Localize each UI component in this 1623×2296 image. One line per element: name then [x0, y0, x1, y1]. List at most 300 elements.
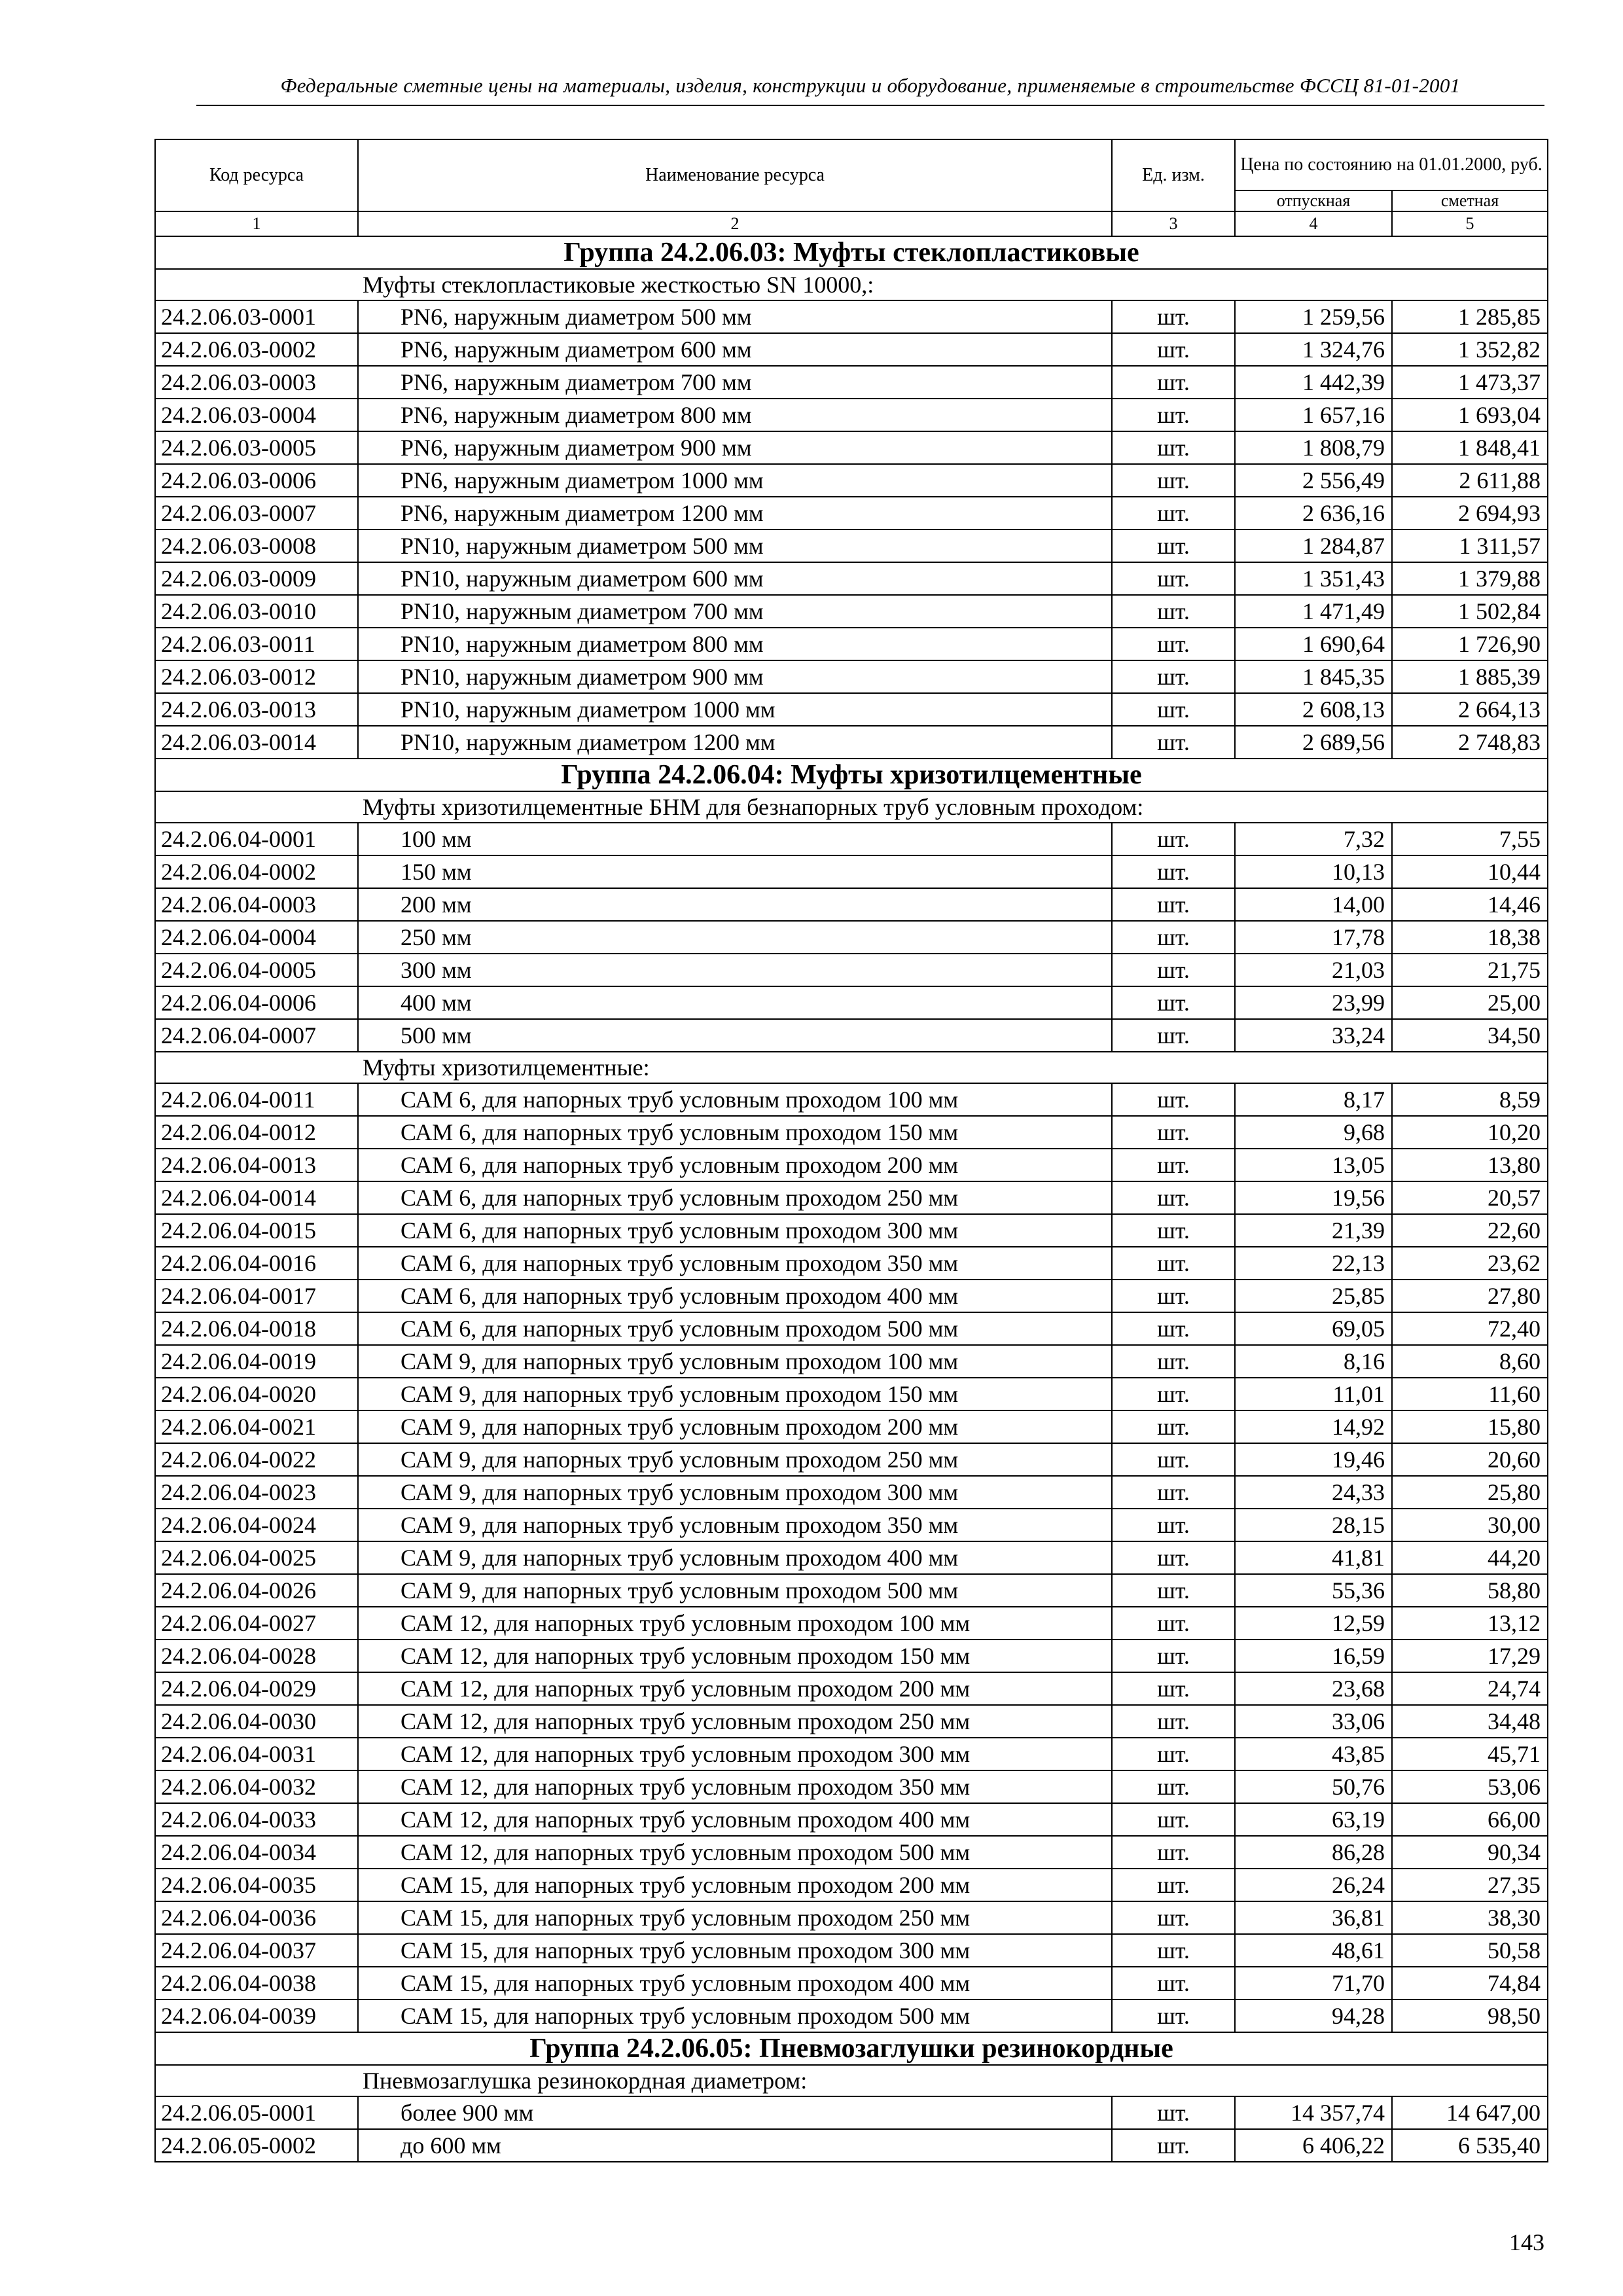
price-release: 2 636,16: [1235, 497, 1392, 529]
price-estimate: 1 693,04: [1392, 399, 1548, 431]
table-row: [155, 464, 1548, 497]
group-row: [155, 2032, 1548, 2065]
resource-name: PN6, наружным диаметром 500 мм: [358, 300, 1112, 333]
price-release: 71,70: [1235, 1967, 1392, 2000]
price-estimate: 20,60: [1392, 1443, 1548, 1476]
table-row: [155, 1312, 1548, 1345]
resource-code: 24.2.06.04-0006: [155, 986, 358, 1019]
resource-code: 24.2.06.04-0017: [155, 1280, 358, 1312]
resource-name: PN10, наружным диаметром 1000 мм: [358, 693, 1112, 726]
unit-of-measure: шт.: [1112, 1116, 1235, 1149]
price-release: 55,36: [1235, 1574, 1392, 1607]
price-release: 16,59: [1235, 1640, 1392, 1672]
price-estimate: 27,35: [1392, 1869, 1548, 1901]
resource-code: 24.2.06.04-0032: [155, 1770, 358, 1803]
resource-name: САМ 6, для напорных труб условным проходом 350 мм: [358, 1247, 1112, 1280]
price-release: 1 471,49: [1235, 595, 1392, 628]
resource-code: 24.2.06.05-0002: [155, 2129, 358, 2162]
header-name: Наименование ресурса: [358, 139, 1112, 211]
subgroup-cell: [155, 2065, 1548, 2096]
header-col-number: 4: [1235, 211, 1392, 236]
header-price: Цена по состоянию на 01.01.2000, руб.: [1235, 139, 1548, 190]
price-estimate: 1 502,84: [1392, 595, 1548, 628]
resource-code: 24.2.06.04-0024: [155, 1509, 358, 1541]
resource-code: 24.2.06.04-0033: [155, 1803, 358, 1836]
resource-code: 24.2.06.03-0004: [155, 399, 358, 431]
resource-code: 24.2.06.04-0012: [155, 1116, 358, 1149]
page-number: 143: [1509, 2229, 1544, 2255]
price-estimate: 10,20: [1392, 1116, 1548, 1149]
table-row: [155, 628, 1548, 660]
table-row: [155, 1607, 1548, 1640]
resource-name: 500 мм: [358, 1019, 1112, 1052]
price-release: 1 808,79: [1235, 431, 1392, 464]
unit-of-measure: шт.: [1112, 726, 1235, 759]
resource-name: САМ 6, для напорных труб условным проходом 200 мм: [358, 1149, 1112, 1181]
table-row: [155, 562, 1548, 595]
resource-code: 24.2.06.03-0011: [155, 628, 358, 660]
resource-name: САМ 15, для напорных труб условным проходом 500 мм: [358, 2000, 1112, 2032]
resource-code: 24.2.06.04-0002: [155, 855, 358, 888]
price-release: 8,17: [1235, 1083, 1392, 1116]
unit-of-measure: шт.: [1112, 431, 1235, 464]
unit-of-measure: шт.: [1112, 562, 1235, 595]
resource-name: САМ 12, для напорных труб условным проходом 150 мм: [358, 1640, 1112, 1672]
resource-code: 24.2.06.03-0012: [155, 660, 358, 693]
resource-code: 24.2.06.04-0021: [155, 1410, 358, 1443]
resource-name: 400 мм: [358, 986, 1112, 1019]
resource-code: 24.2.06.04-0028: [155, 1640, 358, 1672]
resource-name: САМ 12, для напорных труб условным проходом 350 мм: [358, 1770, 1112, 1803]
table-row: [155, 1214, 1548, 1247]
resource-code: 24.2.06.04-0015: [155, 1214, 358, 1247]
resource-code: 24.2.06.05-0001: [155, 2096, 358, 2129]
header-col-number: 3: [1112, 211, 1235, 236]
price-release: 2 556,49: [1235, 464, 1392, 497]
resource-code: 24.2.06.04-0022: [155, 1443, 358, 1476]
unit-of-measure: шт.: [1112, 1607, 1235, 1640]
resource-name: САМ 6, для напорных труб условным проходом 250 мм: [358, 1181, 1112, 1214]
header-unit: Ед. изм.: [1112, 139, 1235, 211]
table-row: [155, 1345, 1548, 1378]
unit-of-measure: шт.: [1112, 464, 1235, 497]
table-row: [155, 1967, 1548, 2000]
table-row: [155, 431, 1548, 464]
price-estimate: 1 352,82: [1392, 333, 1548, 366]
price-estimate: 1 285,85: [1392, 300, 1548, 333]
resource-code: 24.2.06.03-0013: [155, 693, 358, 726]
resource-code: 24.2.06.04-0003: [155, 888, 358, 921]
subgroup-row: [155, 1052, 1548, 1083]
table-row: [155, 1574, 1548, 1607]
subgroup-row: [155, 2065, 1548, 2096]
header-code: Код ресурса: [155, 139, 358, 211]
unit-of-measure: шт.: [1112, 1247, 1235, 1280]
resource-name: PN6, наружным диаметром 900 мм: [358, 431, 1112, 464]
unit-of-measure: шт.: [1112, 497, 1235, 529]
unit-of-measure: шт.: [1112, 1869, 1235, 1901]
resource-code: 24.2.06.04-0037: [155, 1934, 358, 1967]
unit-of-measure: шт.: [1112, 1083, 1235, 1116]
resource-name: САМ 12, для напорных труб условным проходом 100 мм: [358, 1607, 1112, 1640]
price-release: 24,33: [1235, 1476, 1392, 1509]
unit-of-measure: шт.: [1112, 1214, 1235, 1247]
table-row: [155, 399, 1548, 431]
unit-of-measure: шт.: [1112, 300, 1235, 333]
unit-of-measure: шт.: [1112, 1738, 1235, 1770]
table-row: [155, 1901, 1548, 1934]
unit-of-measure: шт.: [1112, 1541, 1235, 1574]
header-col-number: 1: [155, 211, 358, 236]
price-release: 6 406,22: [1235, 2129, 1392, 2162]
resource-name: САМ 9, для напорных труб условным проходом 300 мм: [358, 1476, 1112, 1509]
resource-name: САМ 15, для напорных труб условным проходом 400 мм: [358, 1967, 1112, 2000]
unit-of-measure: шт.: [1112, 986, 1235, 1019]
unit-of-measure: шт.: [1112, 1378, 1235, 1410]
price-release: 21,39: [1235, 1214, 1392, 1247]
table-row: [155, 2096, 1548, 2129]
price-release: 69,05: [1235, 1312, 1392, 1345]
table-row: [155, 823, 1548, 855]
unit-of-measure: шт.: [1112, 888, 1235, 921]
unit-of-measure: шт.: [1112, 1574, 1235, 1607]
price-estimate: 10,44: [1392, 855, 1548, 888]
table-row: [155, 1640, 1548, 1672]
resource-code: 24.2.06.04-0036: [155, 1901, 358, 1934]
unit-of-measure: шт.: [1112, 2096, 1235, 2129]
resource-code: 24.2.06.03-0008: [155, 529, 358, 562]
table-row: [155, 986, 1548, 1019]
table-header: [155, 139, 1548, 236]
price-estimate: 24,74: [1392, 1672, 1548, 1705]
price-release: 1 284,87: [1235, 529, 1392, 562]
price-release: 43,85: [1235, 1738, 1392, 1770]
price-release: 7,32: [1235, 823, 1392, 855]
unit-of-measure: шт.: [1112, 2129, 1235, 2162]
running-header: Федеральные сметные цены на материалы, изделия, конструкции и оборудование, применяемые в строительстве ФССЦ 81-01-2001: [280, 74, 1461, 97]
resource-code: 24.2.06.04-0014: [155, 1181, 358, 1214]
unit-of-measure: шт.: [1112, 628, 1235, 660]
price-estimate: 66,00: [1392, 1803, 1548, 1836]
unit-of-measure: шт.: [1112, 1967, 1235, 2000]
unit-of-measure: шт.: [1112, 954, 1235, 986]
unit-of-measure: шт.: [1112, 1443, 1235, 1476]
group-title: Группа 24.2.06.04: Муфты хризотилцементные: [155, 759, 1548, 791]
resource-name: САМ 6, для напорных труб условным проходом 100 мм: [358, 1083, 1112, 1116]
resource-code: 24.2.06.04-0039: [155, 2000, 358, 2032]
resource-code: 24.2.06.04-0016: [155, 1247, 358, 1280]
unit-of-measure: шт.: [1112, 366, 1235, 399]
resource-name: САМ 15, для напорных труб условным проходом 250 мм: [358, 1901, 1112, 1934]
table-row: [155, 1934, 1548, 1967]
table-row: [155, 726, 1548, 759]
price-estimate: 1 885,39: [1392, 660, 1548, 693]
resource-code: 24.2.06.04-0031: [155, 1738, 358, 1770]
resource-name: 200 мм: [358, 888, 1112, 921]
table-row: [155, 1476, 1548, 1509]
unit-of-measure: шт.: [1112, 660, 1235, 693]
resource-name: САМ 12, для напорных труб условным проходом 200 мм: [358, 1672, 1112, 1705]
price-estimate: 34,50: [1392, 1019, 1548, 1052]
price-estimate: 90,34: [1392, 1836, 1548, 1869]
table-row: [155, 1509, 1548, 1541]
header-rule: [196, 105, 1544, 106]
price-estimate: 1 473,37: [1392, 366, 1548, 399]
unit-of-measure: шт.: [1112, 823, 1235, 855]
subgroup-cell: [155, 791, 1548, 823]
price-estimate: 20,57: [1392, 1181, 1548, 1214]
price-estimate: 11,60: [1392, 1378, 1548, 1410]
resource-code: 24.2.06.04-0023: [155, 1476, 358, 1509]
unit-of-measure: шт.: [1112, 1181, 1235, 1214]
price-estimate: 44,20: [1392, 1541, 1548, 1574]
resource-price-table: [154, 139, 1548, 2162]
resource-code: 24.2.06.04-0018: [155, 1312, 358, 1345]
table-row: [155, 1247, 1548, 1280]
price-release: 33,06: [1235, 1705, 1392, 1738]
price-release: 94,28: [1235, 2000, 1392, 2032]
price-release: 25,85: [1235, 1280, 1392, 1312]
resource-code: 24.2.06.04-0005: [155, 954, 358, 986]
price-estimate: 21,75: [1392, 954, 1548, 986]
price-release: 28,15: [1235, 1509, 1392, 1541]
unit-of-measure: шт.: [1112, 529, 1235, 562]
unit-of-measure: шт.: [1112, 595, 1235, 628]
resource-code: 24.2.06.04-0013: [155, 1149, 358, 1181]
price-release: 63,19: [1235, 1803, 1392, 1836]
resource-name: 100 мм: [358, 823, 1112, 855]
resource-name: САМ 15, для напорных труб условным проходом 200 мм: [358, 1869, 1112, 1901]
subgroup-title: Муфты хризотилцементные:: [363, 1054, 650, 1081]
unit-of-measure: шт.: [1112, 693, 1235, 726]
price-release: 48,61: [1235, 1934, 1392, 1967]
price-release: 86,28: [1235, 1836, 1392, 1869]
price-release: 1 657,16: [1235, 399, 1392, 431]
price-estimate: 6 535,40: [1392, 2129, 1548, 2162]
header-col-number: 5: [1392, 211, 1548, 236]
resource-name: САМ 12, для напорных труб условным проходом 400 мм: [358, 1803, 1112, 1836]
table-row: [155, 1836, 1548, 1869]
unit-of-measure: шт.: [1112, 1476, 1235, 1509]
resource-name: САМ 12, для напорных труб условным проходом 500 мм: [358, 1836, 1112, 1869]
resource-name: более 900 мм: [358, 2096, 1112, 2129]
price-release: 1 259,56: [1235, 300, 1392, 333]
price-estimate: 2 664,13: [1392, 693, 1548, 726]
price-release: 1 690,64: [1235, 628, 1392, 660]
price-release: 11,01: [1235, 1378, 1392, 1410]
price-estimate: 2 694,93: [1392, 497, 1548, 529]
price-estimate: 18,38: [1392, 921, 1548, 954]
resource-code: 24.2.06.03-0003: [155, 366, 358, 399]
table-row: [155, 1378, 1548, 1410]
resource-name: PN10, наружным диаметром 800 мм: [358, 628, 1112, 660]
table-row: [155, 497, 1548, 529]
resource-name: PN10, наружным диаметром 600 мм: [358, 562, 1112, 595]
price-estimate: 14,46: [1392, 888, 1548, 921]
unit-of-measure: шт.: [1112, 1345, 1235, 1378]
price-estimate: 2 611,88: [1392, 464, 1548, 497]
price-estimate: 15,80: [1392, 1410, 1548, 1443]
price-release: 2 689,56: [1235, 726, 1392, 759]
unit-of-measure: шт.: [1112, 921, 1235, 954]
resource-code: 24.2.06.04-0004: [155, 921, 358, 954]
price-estimate: 1 311,57: [1392, 529, 1548, 562]
resource-name: PN10, наружным диаметром 900 мм: [358, 660, 1112, 693]
resource-name: САМ 9, для напорных труб условным проходом 100 мм: [358, 1345, 1112, 1378]
unit-of-measure: шт.: [1112, 1836, 1235, 1869]
unit-of-measure: шт.: [1112, 399, 1235, 431]
price-release: 12,59: [1235, 1607, 1392, 1640]
price-release: 14 357,74: [1235, 2096, 1392, 2129]
price-release: 19,46: [1235, 1443, 1392, 1476]
price-release: 10,13: [1235, 855, 1392, 888]
resource-code: 24.2.06.03-0010: [155, 595, 358, 628]
price-release: 1 845,35: [1235, 660, 1392, 693]
subgroup-cell: [155, 269, 1548, 300]
price-estimate: 25,00: [1392, 986, 1548, 1019]
unit-of-measure: шт.: [1112, 1312, 1235, 1345]
price-estimate: 7,55: [1392, 823, 1548, 855]
subgroup-title: Пневмозаглушка резинокордная диаметром:: [363, 2068, 808, 2094]
table-row: [155, 1280, 1548, 1312]
table-row: [155, 1770, 1548, 1803]
price-estimate: 25,80: [1392, 1476, 1548, 1509]
resource-name: PN6, наружным диаметром 600 мм: [358, 333, 1112, 366]
table-body: [155, 236, 1548, 2162]
group-row: [155, 759, 1548, 791]
price-estimate: 45,71: [1392, 1738, 1548, 1770]
resource-code: 24.2.06.04-0035: [155, 1869, 358, 1901]
resource-name: PN10, наружным диаметром 1200 мм: [358, 726, 1112, 759]
price-release: 41,81: [1235, 1541, 1392, 1574]
resource-name: САМ 9, для напорных труб условным проходом 500 мм: [358, 1574, 1112, 1607]
subgroup-title: Муфты хризотилцементные БНМ для безнапорных труб условным проходом:: [363, 794, 1144, 820]
resource-name: PN10, наружным диаметром 500 мм: [358, 529, 1112, 562]
header-price-estimate: сметная: [1392, 190, 1548, 211]
price-estimate: 13,80: [1392, 1149, 1548, 1181]
subgroup-cell: [155, 1052, 1548, 1083]
price-release: 2 608,13: [1235, 693, 1392, 726]
unit-of-measure: шт.: [1112, 1672, 1235, 1705]
resource-name: САМ 6, для напорных труб условным проходом 150 мм: [358, 1116, 1112, 1149]
subgroup-title: Муфты стеклопластиковые жесткостью SN 10000,:: [363, 272, 874, 298]
resource-code: 24.2.06.03-0007: [155, 497, 358, 529]
resource-name: САМ 9, для напорных труб условным проходом 350 мм: [358, 1509, 1112, 1541]
price-release: 13,05: [1235, 1149, 1392, 1181]
price-estimate: 17,29: [1392, 1640, 1548, 1672]
unit-of-measure: шт.: [1112, 333, 1235, 366]
resource-name: САМ 12, для напорных труб условным проходом 250 мм: [358, 1705, 1112, 1738]
group-row: [155, 236, 1548, 269]
price-estimate: 1 726,90: [1392, 628, 1548, 660]
price-estimate: 2 748,83: [1392, 726, 1548, 759]
price-estimate: 27,80: [1392, 1280, 1548, 1312]
table-row: [155, 595, 1548, 628]
resource-code: 24.2.06.04-0026: [155, 1574, 358, 1607]
unit-of-measure: шт.: [1112, 1705, 1235, 1738]
resource-code: 24.2.06.04-0011: [155, 1083, 358, 1116]
resource-name: САМ 9, для напорных труб условным проходом 250 мм: [358, 1443, 1112, 1476]
price-release: 1 442,39: [1235, 366, 1392, 399]
resource-code: 24.2.06.04-0030: [155, 1705, 358, 1738]
price-estimate: 1 379,88: [1392, 562, 1548, 595]
resource-name: PN10, наружным диаметром 700 мм: [358, 595, 1112, 628]
unit-of-measure: шт.: [1112, 1509, 1235, 1541]
unit-of-measure: шт.: [1112, 1019, 1235, 1052]
resource-name: PN6, наружным диаметром 1000 мм: [358, 464, 1112, 497]
price-release: 14,00: [1235, 888, 1392, 921]
price-estimate: 53,06: [1392, 1770, 1548, 1803]
unit-of-measure: шт.: [1112, 1770, 1235, 1803]
subgroup-row: [155, 791, 1548, 823]
price-release: 9,68: [1235, 1116, 1392, 1149]
table-row: [155, 1869, 1548, 1901]
table-row: [155, 888, 1548, 921]
header-price-release: отпускная: [1235, 190, 1392, 211]
price-estimate: 30,00: [1392, 1509, 1548, 1541]
resource-name: САМ 9, для напорных труб условным проходом 400 мм: [358, 1541, 1112, 1574]
table-row: [155, 2129, 1548, 2162]
price-release: 23,68: [1235, 1672, 1392, 1705]
table-row: [155, 1443, 1548, 1476]
price-estimate: 8,60: [1392, 1345, 1548, 1378]
resource-name: САМ 15, для напорных труб условным проходом 300 мм: [358, 1934, 1112, 1967]
price-release: 21,03: [1235, 954, 1392, 986]
table-row: [155, 1019, 1548, 1052]
resource-name: 300 мм: [358, 954, 1112, 986]
resource-name: PN6, наружным диаметром 800 мм: [358, 399, 1112, 431]
resource-code: 24.2.06.04-0019: [155, 1345, 358, 1378]
resource-code: 24.2.06.03-0009: [155, 562, 358, 595]
price-release: 22,13: [1235, 1247, 1392, 1280]
price-release: 1 351,43: [1235, 562, 1392, 595]
price-estimate: 58,80: [1392, 1574, 1548, 1607]
price-release: 50,76: [1235, 1770, 1392, 1803]
resource-code: 24.2.06.04-0007: [155, 1019, 358, 1052]
unit-of-measure: шт.: [1112, 1410, 1235, 1443]
price-release: 8,16: [1235, 1345, 1392, 1378]
price-estimate: 34,48: [1392, 1705, 1548, 1738]
table-row: [155, 921, 1548, 954]
unit-of-measure: шт.: [1112, 1149, 1235, 1181]
price-estimate: 74,84: [1392, 1967, 1548, 2000]
table-row: [155, 1116, 1548, 1149]
table-row: [155, 693, 1548, 726]
table-row: [155, 855, 1548, 888]
price-estimate: 98,50: [1392, 2000, 1548, 2032]
table-row: [155, 660, 1548, 693]
group-title: Группа 24.2.06.05: Пневмозаглушки резинокордные: [155, 2032, 1548, 2065]
resource-code: 24.2.06.03-0005: [155, 431, 358, 464]
unit-of-measure: шт.: [1112, 1640, 1235, 1672]
resource-name: PN6, наружным диаметром 1200 мм: [358, 497, 1112, 529]
resource-code: 24.2.06.03-0002: [155, 333, 358, 366]
table-row: [155, 1541, 1548, 1574]
resource-code: 24.2.06.03-0001: [155, 300, 358, 333]
price-release: 26,24: [1235, 1869, 1392, 1901]
table-row: [155, 1181, 1548, 1214]
price-release: 36,81: [1235, 1901, 1392, 1934]
resource-name: САМ 12, для напорных труб условным проходом 300 мм: [358, 1738, 1112, 1770]
resource-code: 24.2.06.04-0020: [155, 1378, 358, 1410]
unit-of-measure: шт.: [1112, 1803, 1235, 1836]
price-release: 1 324,76: [1235, 333, 1392, 366]
resource-code: 24.2.06.03-0006: [155, 464, 358, 497]
resource-name: САМ 6, для напорных труб условным проходом 400 мм: [358, 1280, 1112, 1312]
resource-code: 24.2.06.04-0025: [155, 1541, 358, 1574]
table-row: [155, 2000, 1548, 2032]
resource-code: 24.2.06.04-0038: [155, 1967, 358, 2000]
